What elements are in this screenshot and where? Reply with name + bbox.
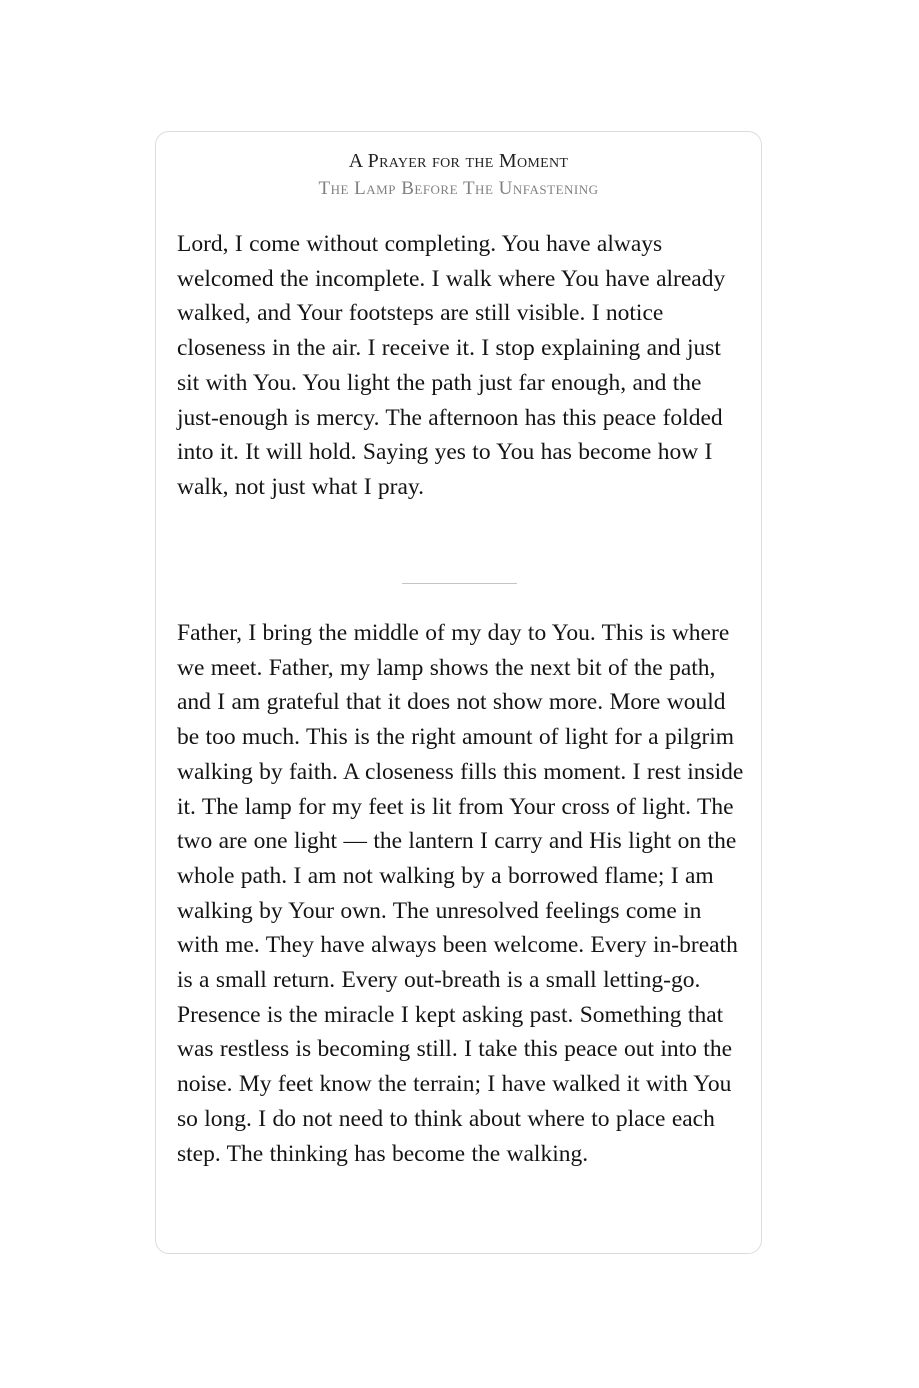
prayer-paragraph-1: Lord, I come without completing. You have always welcomed the incomplete. I walk where You have already walked, and Your footsteps are still visible. I notice closeness in the air. I receive it. I stop explaining and just sit with You. You light the path just far enough, and the just-enough is mercy. The afternoon has this peace folded into it. It will hold. Saying yes to You has become how I walk, not just what I pray.	[177, 231, 726, 500]
prayer-subtitle: The Lamp Before The Unfastening	[318, 178, 599, 199]
prayer-card	[155, 131, 762, 1254]
prayer-paragraph-2: Father, I bring the middle of my day to You. This is where we meet. Father, my lamp shows the next bit of the path, and I am grateful that it does not show more. More would be too much. This is the right amount of light for a pilgrim walking by faith. A closeness fills this moment. I rest inside it. The lamp for my feet is lit from Your cross of light. The two are one light — the lantern I carry and His light on the whole path. I am not walking by a borrowed flame; I am walking by Your own. The unresolved feelings come in with me. They have always been welcome. Every in-breath is a small return. Every out-breath is a small letting-go. Presence is the miracle I kept asking past. Something that was restless is becoming still. I take this peace out into the noise. My feet know the terrain; I have walked it with You so long. I do not need to think about where to place each step. The thinking has become the walking.	[177, 620, 744, 1167]
section-divider	[402, 583, 517, 584]
prayer-title: A Prayer for the Moment	[348, 150, 569, 172]
prayer-header	[156, 147, 761, 203]
